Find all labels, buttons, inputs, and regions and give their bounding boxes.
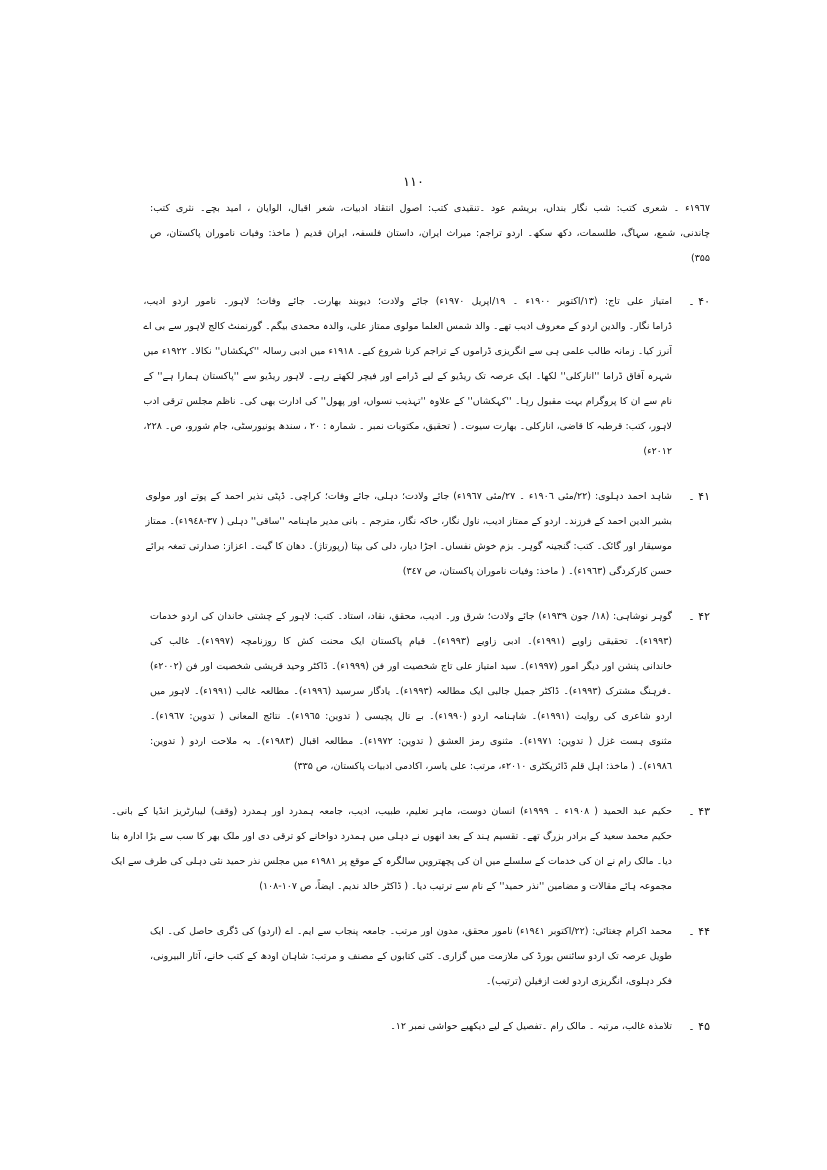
text-line: امتیاز علی تاج: (١٣/اکتوبر ١٩٠٠ء ۔ ١٩/اپریل ١٩٧٠ء) جائے ولادت؛ دیوبند بھارت۔ جائے وفات؛ لاہور۔ نامور اردو ادیب،: [143, 296, 672, 307]
footnote-entry: [150, 919, 710, 994]
text-line: محمد اکرام چغتائی: (٢٢/اکتوبر ١٩٤١ء) نامور محقق، مدون اور مرتب۔ جامعہ پنجاب سے ایم۔ اے (اردو) کی ڈگری حاصل کی۔ ایک: [150, 926, 672, 937]
footnote-entry: [150, 604, 710, 779]
text-line: خاندانی پنشن اور دیگر امور (١٩٩٧ء)۔ سید امتیاز علی تاج شخصیت اور فن (١٩٩٩ء)۔ ڈاکٹر وحید قریشی شخصیت اور فن (٢٠٠٢ء): [150, 661, 672, 672]
text-line: دیا۔ مالک رام نے ان کی خدمات کے سلسلے میں ان کی پچھترویں سالگرہ کے موقع پر ١٩٨١ء میں مجلس نذر حمید نئی دہلی کی طرف سے ایک: [111, 856, 672, 867]
footnote-entry: [143, 289, 710, 464]
footnote-text: [150, 1014, 672, 1039]
text-line: حکیم عبد الحمید ( ١٩٠٨ء ۔ ١٩٩٩ء) انسان دوست، ماہر تعلیم، طبیب، ادیب، جامعہ ہمدرد اور ہمدرد (وقف) لیبارٹریز انڈیا کے بانی۔: [111, 806, 672, 817]
page-number: ١١٠: [403, 175, 424, 190]
text-line: چاندنی، شمع، سہاگ، طلسمات، دکھ سکھ۔ اردو تراجم: میراث ایران، داستان فلسفہ، ایران قدیم ( ماخذ: وفیات ناموران پاکستان، ص: [150, 228, 710, 239]
text-line: نام سے ان کا پروگرام بہت مقبول رہا۔ ''کہکشاں'' کے علاوہ ''تہذیب نسواں، اور پھول'' کی ادارت بھی کی۔ ناظم مجلس ترقی ادب: [143, 396, 672, 407]
footnote-text: [150, 919, 672, 994]
footnote-entry: [145, 484, 710, 584]
footnote-number: ۴٣ ۔: [688, 805, 710, 818]
text-line: بشیر الدین احمد کے فرزند۔ اردو کے ممتاز ادیب، ناول نگار، خاکہ نگار، مترجم ۔ بانی مدیر ماہنامہ ''ساقی'' دہلی ( ٣٧-١٩٤٨ء)۔ ممتاز: [145, 516, 672, 527]
footnote-number: ۴١ ۔: [688, 490, 710, 503]
text-line: طویل عرصہ تک اردو سائنس بورڈ کی ملازمت میں گزاری۔ کئی کتابوں کے مصنف و مرتب: شاہان اودھ کے کتب خانے، آثار البیرونی،: [150, 951, 672, 962]
footnote-list: [111, 289, 710, 1039]
text-line: (١٩٩٣ء)۔ تحقیقی زاویے (١٩٩١ء)۔ ادبی زاویے (١٩٩٣ء)۔ قیام پاکستان ایک محنت کش کا روزنامچہ (١٩٩٧ء)۔ غالب کی: [150, 636, 672, 647]
text-line: فکر دہلوی، انگریزی اردو لغت ازفیلن (ترتیب)۔: [485, 976, 672, 987]
footnote-number: ۴۵ ۔: [688, 1020, 710, 1033]
text-line: ٢٠١٢ء): [643, 446, 672, 457]
text-line: حکیم محمد سعید کے برادر بزرگ تھے۔ تقسیم ہند کے بعد انھوں نے دہلی میں ہمدرد دواخانے کو ترقی دی اور ملک بھر کا سب سے بڑا ادارہ بنا: [111, 831, 672, 842]
text-line: حسن کارکردگی (١٩٦٣ء)۔ ( ماخذ: وفیات ناموران پاکستان، ص ٣٤٧): [402, 566, 672, 577]
footnote-entry: [150, 1014, 710, 1039]
text-line: ٣۵۵): [690, 253, 710, 264]
text-line: لاہور، کتب: قرطبہ کا قاضی، انارکلی۔ بھارت سیوت۔ ( تحقیق، مکتوبات نمبر ۔ شمارہ : ٢٠ ، سندھ یونیورسٹی، جام شورو، ص۔ ٢٢٨،: [143, 421, 672, 432]
footnote-text: [111, 799, 672, 899]
text-line: ١٩٦٧ء ۔ شعری کتب: شب نگار بنداں، بریشم عود ۔تنقیدی کتب: اصول انتقاد ادبیات، شعر اقبال، الوایان ، امید بچے۔ نثری کتب:: [150, 203, 710, 214]
footnote-number: ۴٢ ۔: [688, 610, 710, 623]
intro-paragraph: [150, 196, 710, 271]
text-line: ۔فرہنگ مشترک (١٩٩٣ء)۔ ڈاکٹر جمیل جالبی ایک مطالعہ (١٩٩٣ء)۔ یادگار سرسید (١٩٩٦ء)۔ مطالعہ غالب (١٩٩١ء)۔ لاہور میں: [150, 686, 672, 697]
footnote-number: ۴٠ ۔: [688, 295, 710, 308]
text-line: ١٩٨٦ء)۔ ( ماخذ: اہل قلم ڈائریکٹری ٢٠١٠ء، مرتب: علی یاسر، اکادمی ادبیات پاکستان، ص ٣٣۵): [293, 761, 672, 772]
text-line: آنرز کیا۔ زمانہ طالب علمی ہی سے انگریزی ڈراموں کے تراجم کرنا شروع کیے۔ ١٩١٨ء میں ادبی رسالہ ''کہکشاں'' نکالا۔ ١٩٢٢ء میں: [143, 346, 672, 357]
text-line: ڈراما نگار۔ والدین اردو کے معروف ادیب تھے۔ والد شمس العلما مولوی ممتاز علی، والدہ محمدی بیگم۔ گورنمنٹ کالج لاہور سے بی اے: [143, 321, 672, 332]
text-line: تلامذہ غالب، مرتبہ ۔ مالک رام ۔تفصیل کے لیے دیکھیے حواشی نمبر ١٢۔: [390, 1021, 672, 1032]
footnotes-content: [111, 196, 710, 1059]
footnote-number: ۴۴ ۔: [688, 925, 710, 938]
text-line: موسیقار اور گائک۔ کتب: گنجینہ گوہر۔ بزم خوش نفساں۔ اجڑا دیار، دلی کی بپتا (رپورتاژ)۔ دھان کا گیت۔ اعزاز: صدارتی تمغہ برائے: [145, 541, 672, 552]
text-line: مثنوی ہست غزل ( تدوین: ١٩٧١ء)۔ مثنوی رمز العشق ( تدوین: ١٩٧٢ء)۔ مطالعہ اقبال (١٩٨٣ء)۔ بہ ملاحت اردو ( تدوین:: [150, 736, 672, 747]
text-line: اردو شاعری کی روایت (١٩٩١ء)۔ شاہنامہ اردو (١٩٩٠ء)۔ بے تال پچیسی ( تدوین: ١٩٦۵ء)۔ نتائج المعانی ( تدوین: ١٩٦٧ء)۔: [150, 711, 672, 722]
footnote-text: [150, 604, 672, 779]
text-line: گوہر نوشاہی: (١٨/ جون ١٩٣٩ء) جائے ولادت؛ شرق ور۔ ادیب، محقق، نقاد، استاد۔ کتب: لاہور کے چشتی خاندان کی اردو خدمات: [150, 611, 672, 622]
text-line: مجموعہ ہائے مقالات و مضامین ''نذر حمید'' کے نام سے ترتیب دیا۔ ( ڈاکٹر خالد ندیم۔ ایضاً، ص ١٠٧-١٠٨): [259, 881, 672, 892]
text-line: شاہد احمد دہلوی: (٢٢/مئی ١٩٠٦ء ۔ ٢٧/مئی ١٩٦٧ء) جائے ولادت؛ دہلی، جائے وفات؛ کراچی۔ ڈپٹی نذیر احمد کے پوتے اور مولوی: [145, 491, 672, 502]
footnote-entry: [111, 799, 710, 899]
text-line: شہرہ آفاق ڈراما ''انارکلی'' لکھا۔ ایک عرصہ تک ریڈیو کے لیے ڈرامے اور فیچر لکھتے رہے۔ لاہور ریڈیو سے ''پاکستان ہمارا ہے'' کے: [143, 371, 672, 382]
footnote-text: [143, 289, 672, 464]
footnote-text: [145, 484, 672, 584]
